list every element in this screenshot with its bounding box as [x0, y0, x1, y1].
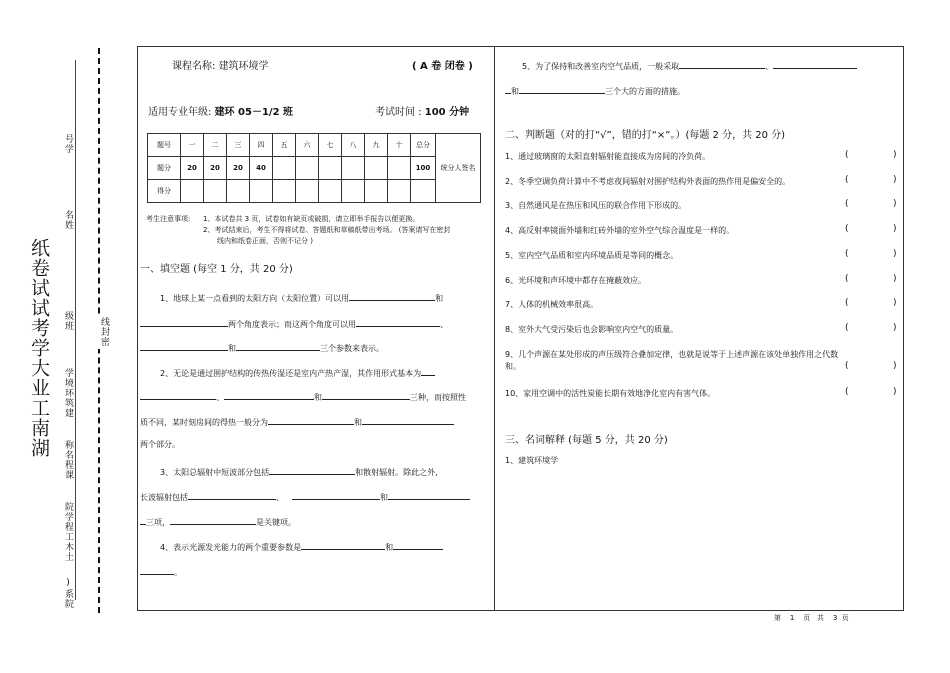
answer-blank[interactable] [362, 414, 454, 425]
q5-text: 和 [511, 87, 519, 96]
answer-blank[interactable] [268, 414, 354, 425]
answer-blank[interactable] [356, 316, 440, 327]
answer-paren-open: ( [845, 361, 849, 371]
field-department: )系院 [63, 578, 73, 609]
answer-paren-open: ( [845, 274, 849, 284]
q4-text: 。 [174, 568, 182, 577]
column-header: 三 [227, 134, 250, 157]
notice-line-3: 线内和纸卷正面，否则不记分 ) [217, 237, 313, 245]
answer-blank[interactable] [140, 316, 228, 327]
answer-blank[interactable] [679, 58, 765, 69]
q1-line3 [140, 340, 384, 354]
q1-text: 两个角度表示；而这两个角度可以用 [228, 320, 356, 329]
earned-cell[interactable] [204, 180, 227, 203]
judgment-item: 4、高反射率镜面外墙和红砖外墙的室外空气综合温度是一样的。 [505, 226, 735, 235]
score-cell [296, 157, 319, 180]
seal-text: 线封密 [99, 317, 109, 347]
answer-blank[interactable] [301, 539, 385, 550]
answer-blank[interactable] [349, 290, 435, 301]
course-line [172, 57, 269, 72]
answer-paren-open: ( [845, 175, 849, 185]
earned-cell[interactable] [296, 180, 319, 203]
answer-blank[interactable] [140, 564, 174, 575]
q1-text: 和 [228, 344, 236, 353]
grade-value: 建环 05－1/2 班 [214, 107, 294, 118]
q2-text: 质不同，某时刻房间的得热一般分为 [140, 418, 268, 427]
school-title: 纸卷试试考学大业工南湖 [28, 238, 50, 458]
q3-text: 、 [276, 493, 284, 502]
field-name: 名姓 [63, 210, 73, 230]
q1-text: 和 [435, 294, 444, 303]
answer-blank[interactable] [393, 539, 443, 550]
q2-line4: 两个部分。 [140, 440, 180, 449]
grade-line [148, 103, 293, 118]
column-header: 七 [319, 134, 342, 157]
answer-blank[interactable] [421, 365, 435, 376]
notice-line-1: 1、本试卷共 3 页，试卷如有缺页或破损，请立即举手报告以便更换。 [203, 215, 420, 223]
page-number: 第 1 页 共 3 页 [774, 614, 849, 622]
q2-text: 和 [354, 418, 362, 427]
answer-blank[interactable] [140, 340, 228, 351]
answer-blank[interactable] [170, 514, 256, 525]
q1-text: 三个参数来表示。 [320, 344, 384, 353]
answer-blank[interactable] [236, 340, 320, 351]
column-header: 九 [365, 134, 388, 157]
column-header: 一 [181, 134, 204, 157]
row-label: 得分 [148, 180, 181, 203]
answer-blank[interactable] [388, 489, 470, 500]
time-label: 考试时间 : [375, 107, 422, 118]
q4-text: 4、表示光源发光能力的两个重要参数是 [160, 543, 302, 552]
answer-paren-close[interactable]: ) [893, 150, 897, 160]
answer-paren-open: ( [845, 199, 849, 209]
earned-cell[interactable] [273, 180, 296, 203]
q3-text: 是关键项。 [256, 518, 296, 527]
table-row [148, 134, 481, 157]
answer-paren-close[interactable]: ) [893, 387, 897, 397]
section1-title: 一、填空题 (每空 1 分，共 20 分) [140, 264, 293, 275]
q1-line1 [160, 290, 443, 304]
column-header: 四 [250, 134, 273, 157]
q1-text: 1、地球上某一点看到的太阳方向（太阳位置）可以用 [160, 294, 350, 303]
answer-paren-close[interactable]: ) [893, 298, 897, 308]
score-cell: 20 [204, 157, 227, 180]
answer-blank[interactable] [224, 389, 314, 400]
q3-line3 [140, 514, 296, 528]
q2-text: 三种，而按照性 [410, 393, 466, 402]
answer-paren-open: ( [845, 323, 849, 333]
field-course: 称名程课 [63, 440, 73, 480]
field-class: 级班 [63, 311, 73, 331]
term-item: 1、建筑环境学 [505, 456, 559, 465]
q5-text: 5、为了保持和改善室内空气品质，一般采取 [522, 62, 680, 71]
earned-cell[interactable] [181, 180, 204, 203]
answer-paren-open: ( [845, 150, 849, 160]
answer-paren-open: ( [845, 298, 849, 308]
judgment-item: 5、室内空气品质和室内环境品质是等同的概念。 [505, 251, 679, 260]
paper-type: ( A 卷 闭卷 ) [412, 61, 473, 72]
q2-line1 [160, 365, 435, 379]
score-cell [342, 157, 365, 180]
column-header: 二 [204, 134, 227, 157]
q3-text: 和散射辐射。除此之外, [355, 468, 438, 477]
section2-title: 二、判断题（对的打“√”，错的打“×”。）(每题 2 分，共 20 分) [505, 130, 786, 141]
row-label: 题分 [148, 157, 181, 180]
q4-line1 [160, 539, 443, 553]
q3-line1 [160, 464, 438, 478]
column-header: 五 [273, 134, 296, 157]
grade-label: 适用专业年级: [148, 107, 212, 118]
judgment-item: 9、几个声源在某处形成的声压级符合叠加定律，也就是说等于上述声源在该处单独作用之代数 [505, 350, 839, 359]
time-value: 100 分钟 [424, 107, 470, 118]
column-header: 总分 [411, 134, 436, 157]
q3-text: 长波辐射包括 [140, 493, 188, 502]
earned-cell[interactable] [319, 180, 342, 203]
score-cell [365, 157, 388, 180]
earned-cell[interactable] [365, 180, 388, 203]
judgment-item: 8、室外大气受污染后也会影响室内空气的质量。 [505, 325, 679, 334]
q2-text: 2、无论是通过围护结构的传热传湿还是室内产热产湿，其作用形式基本为 [160, 369, 422, 378]
answer-paren-close[interactable]: ) [893, 199, 897, 209]
row-label: 题号 [148, 134, 181, 157]
q5-line1 [522, 58, 857, 72]
answer-blank[interactable] [140, 389, 216, 400]
time-line [375, 103, 469, 118]
answer-paren-open: ( [845, 249, 849, 259]
answer-paren-close[interactable]: ) [893, 274, 897, 284]
binding-line [75, 60, 76, 600]
notice-label: 考生注意事项: [146, 215, 191, 223]
q2-text: 和 [314, 393, 322, 402]
earned-cell[interactable] [411, 180, 436, 203]
q3-text: 和 [380, 493, 388, 502]
score-cell: 20 [227, 157, 250, 180]
judgment-item: 6、光环境和声环境中都存在掩蔽效应。 [505, 276, 647, 285]
q3-line2 [140, 489, 470, 503]
score-cell [319, 157, 342, 180]
answer-paren-close[interactable]: ) [893, 175, 897, 185]
q3-text: 三项， [146, 518, 170, 527]
judgment-item-cont: 和。 [505, 362, 521, 371]
judgment-item: 10、家用空调中的活性炭能长期有效地净化室内有害气体。 [505, 389, 716, 398]
q2-text: 、 [216, 393, 224, 402]
column-header: 八 [342, 134, 365, 157]
answer-paren-close[interactable]: ) [893, 224, 897, 234]
score-cell: 20 [181, 157, 204, 180]
earned-cell[interactable] [227, 180, 250, 203]
earned-cell[interactable] [388, 180, 411, 203]
answer-blank[interactable] [188, 489, 276, 500]
score-cell [388, 157, 411, 180]
column-divider [494, 46, 495, 611]
q5-line2 [505, 83, 685, 97]
q4-text: 和 [385, 543, 394, 552]
judgment-item: 3、自然通风是在热压和风压的联合作用下形成的。 [505, 201, 687, 210]
answer-blank[interactable] [773, 58, 857, 69]
judgment-item: 1、通过玻璃窗的太阳直射辐射能直接成为房间的冷负荷。 [505, 152, 711, 161]
column-header: 十 [388, 134, 411, 157]
score-cell: 40 [250, 157, 273, 180]
q2-line2 [140, 389, 466, 403]
course-name: 建筑环境学 [218, 61, 269, 72]
earned-cell[interactable] [342, 180, 365, 203]
q1-line2 [140, 316, 448, 330]
judgment-item: 2、冬季空调负荷计算中不考虑夜间辐射对围护结构外表面的热作用是偏安全的。 [505, 177, 791, 186]
score-cell: 100 [411, 157, 436, 180]
answer-paren-open: ( [845, 387, 849, 397]
table-row [148, 180, 481, 203]
q1-text: 、 [440, 320, 448, 329]
answer-blank[interactable] [292, 489, 380, 500]
q5-text: 三个大的方面的措施。 [605, 87, 685, 96]
answer-paren-open: ( [845, 224, 849, 234]
field-college: 院学程工木土 [63, 502, 73, 562]
course-label: 课程名称: [172, 61, 216, 72]
q5-text: 、 [765, 62, 774, 71]
answer-paren-close[interactable]: ) [893, 249, 897, 259]
signer-label: 统分人签名 [436, 134, 481, 203]
answer-paren-close[interactable]: ) [893, 323, 897, 333]
field-student-id: 号学 [63, 134, 73, 154]
answer-blank[interactable] [519, 83, 605, 94]
column-header: 六 [296, 134, 319, 157]
q3-text: 3、太阳总辐射中短波部分包括 [160, 468, 270, 477]
earned-cell[interactable] [250, 180, 273, 203]
answer-blank[interactable] [322, 389, 410, 400]
judgment-item: 7、人体的机械效率很高。 [505, 300, 599, 309]
score-cell [273, 157, 296, 180]
answer-paren-close[interactable]: ) [893, 361, 897, 371]
section3-title: 三、名词解释 (每题 5 分，共 20 分) [505, 435, 668, 446]
answer-blank[interactable] [269, 464, 355, 475]
field-major: 学境环筑建 [63, 368, 73, 418]
q2-line3 [140, 414, 454, 428]
score-table [147, 133, 481, 203]
notice-line-2: 2、考试结束后，考生不得将试卷、答题纸和草稿纸带出考场。 (答案请写在密封 [203, 226, 451, 234]
table-row [148, 157, 481, 180]
q4-line2 [140, 564, 182, 578]
